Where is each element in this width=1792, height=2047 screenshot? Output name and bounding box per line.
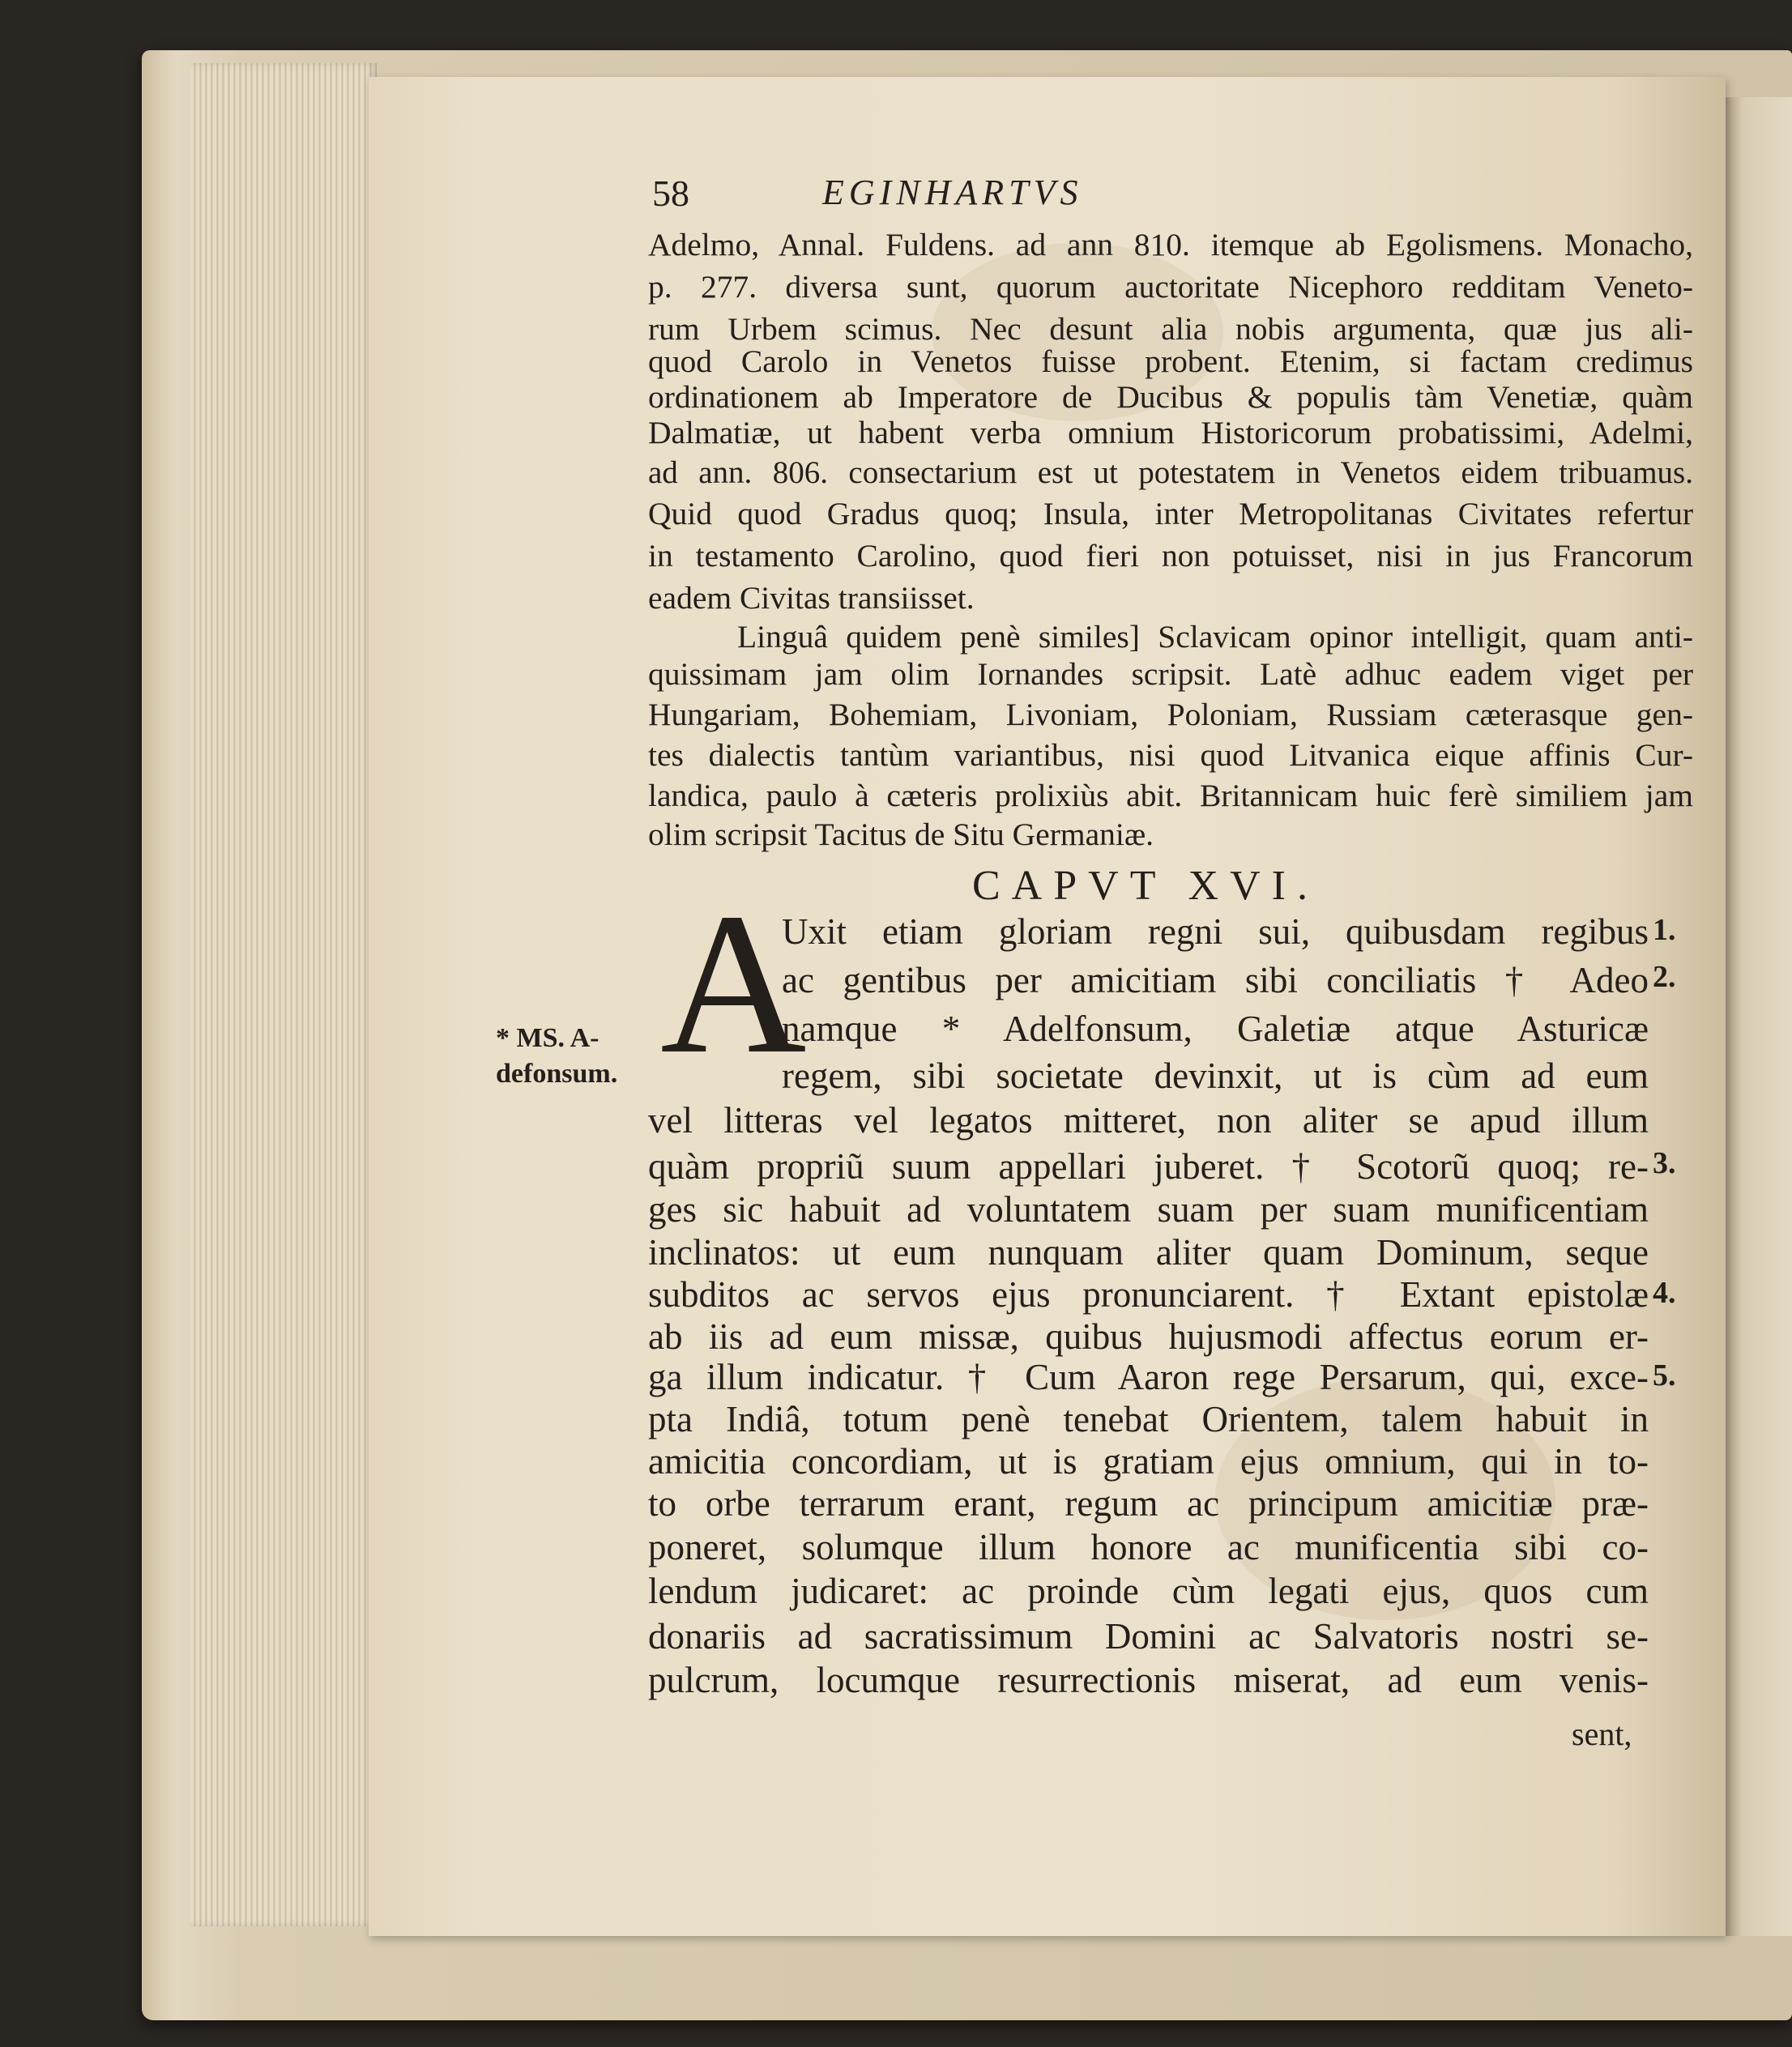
chapter-line: ac gentibus per amicitiam sibi conciliatis † Adeo — [782, 960, 1649, 1000]
body-line: p. 277. diversa sunt, quorum auctoritate Nicephoro redditam Veneto- — [648, 269, 1693, 305]
chapter-line: regem, sibi societate devinxit, ut is cùm ad eum — [782, 1055, 1649, 1096]
body-line: Dalmatiæ, ut habent verba omnium Historicorum probatissimi, Adelmi, — [648, 415, 1693, 450]
body-line: in testamento Carolino, quod fieri non potuisset, nisi in jus Francorum — [648, 538, 1693, 574]
chapter-heading: CAPVT XVI. — [972, 863, 1319, 909]
note-line: landica, paulo à cæteris prolixiùs abit. Britannicam huic ferè similiem jam — [648, 778, 1693, 813]
chapter-line: subditos ac servos ejus pronunciarent. † Extant epistolæ — [648, 1274, 1649, 1315]
chapter-line: ab iis ad eum missæ, quibus hujusmodi affectus eorum er- — [648, 1316, 1649, 1357]
body-line: Adelmo, Annal. Fuldens. ad ann 810. itemque ab Egolismens. Monacho, — [648, 227, 1693, 262]
page-number: 58 — [652, 173, 689, 214]
note-line: olim scripsit Tacitus de Situ Germaniæ. — [648, 817, 1154, 852]
body-line: Quid quod Gradus quoq; Insula, inter Metropolitanas Civitates refertur — [648, 496, 1693, 531]
chapter-line: inclinatos: ut eum nunquam aliter quam Dominum, seque — [648, 1232, 1649, 1273]
running-title: EGINHARTVS — [822, 173, 1083, 212]
note-line: Hungariam, Bohemiam, Livoniam, Poloniam, Russiam cæterasque gen- — [648, 697, 1693, 732]
page-edges — [190, 63, 377, 1926]
body-line: eadem Civitas transiisset. — [648, 580, 975, 616]
running-head — [652, 172, 1697, 228]
body-line: ordinationem ab Imperatore de Ducibus & populis tàm Venetiæ, quàm — [648, 379, 1693, 415]
chapter-line: vel litteras vel legatos mitteret, non aliter se apud illum — [648, 1100, 1649, 1141]
body-line: rum Urbem scimus. Nec desunt alia nobis argumenta, quæ jus ali- — [648, 311, 1693, 347]
side-number: 2. — [1653, 960, 1676, 994]
chapter-line: donariis ad sacratissimum Domini ac Salvatoris nostri se- — [648, 1616, 1649, 1657]
chapter-line: amicitia concordiam, ut is gratiam ejus omnium, qui in to- — [648, 1441, 1649, 1482]
note-line: Linguâ quidem penè similes] Sclavicam opinor intelligit, quam anti- — [737, 619, 1693, 655]
side-number: 1. — [1653, 913, 1676, 947]
drop-cap: A — [660, 872, 807, 1096]
body-line: quod Carolo in Venetos fuisse probent. Etenim, si factam credimus — [648, 343, 1693, 379]
note-line: tes dialectis tantùm variantibus, nisi quod Litvanica eique affinis Cur- — [648, 737, 1693, 773]
chapter-line: ga illum indicatur. † Cum Aaron rege Persarum, qui, exce- — [648, 1357, 1649, 1397]
chapter-line: Uxit etiam gloriam regni sui, quibusdam regibus — [782, 911, 1649, 952]
facing-page-edge — [1722, 97, 1792, 1936]
catchword: sent, — [1572, 1716, 1632, 1752]
chapter-line: pulcrum, locumque resurrectionis miserat, ad eum venis- — [648, 1660, 1649, 1700]
side-number: 4. — [1653, 1276, 1676, 1310]
chapter-line: lendum judicaret: ac proinde cùm legati ejus, quos cum — [648, 1571, 1649, 1611]
margin-note-line: defonsum. — [496, 1059, 618, 1089]
side-number: 3. — [1653, 1146, 1676, 1180]
chapter-line: quàm propriũ suum appellari juberet. † Scotorũ quoq; re- — [648, 1146, 1649, 1187]
note-line: quissimam jam olim Iornandes scripsit. Latè adhuc eadem viget per — [648, 656, 1693, 692]
body-line: ad ann. 806. consectarium est ut potestatem in Venetos eidem tribuamus. — [648, 455, 1693, 490]
margin-note-line: * MS. A- — [496, 1023, 599, 1053]
side-number: 5. — [1653, 1358, 1676, 1392]
chapter-line: ges sic habuit ad voluntatem suam per suam munificentiam — [648, 1189, 1649, 1230]
chapter-line: poneret, solumque illum honore ac munificentia sibi co- — [648, 1527, 1649, 1567]
chapter-line: to orbe terrarum erant, regum ac principum amicitiæ præ- — [648, 1483, 1649, 1524]
chapter-line: pta Indiâ, totum penè tenebat Orientem, talem habuit in — [648, 1399, 1649, 1439]
chapter-line: namque * Adelfonsum, Galetiæ atque Asturicæ — [782, 1009, 1649, 1049]
